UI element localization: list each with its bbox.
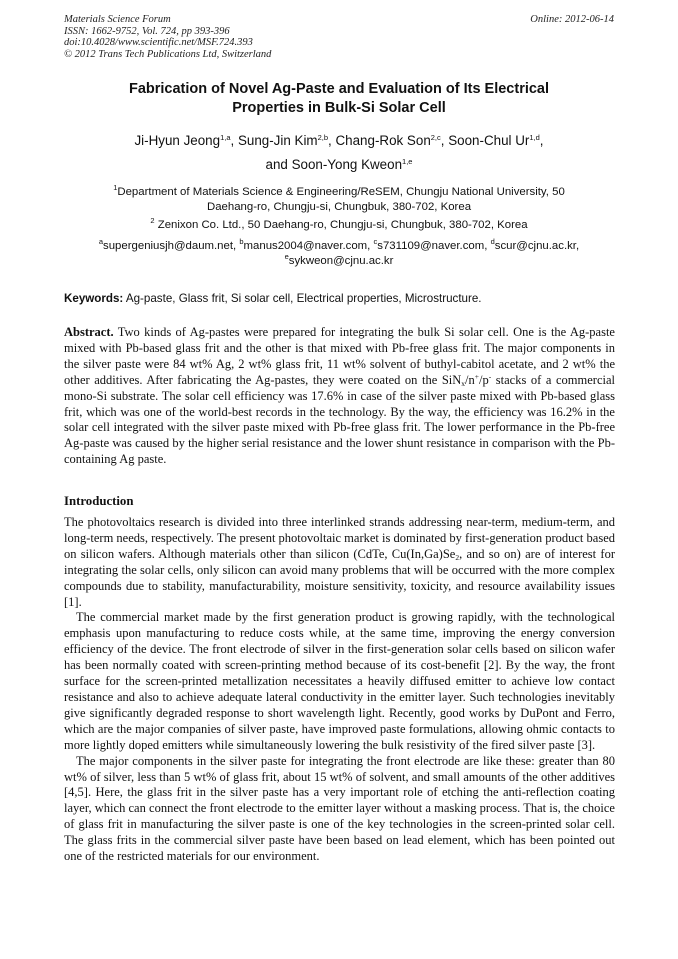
author-name: Chang-Rok Son	[335, 133, 431, 148]
title-line-2: Properties in Bulk-Si Solar Cell	[232, 100, 446, 116]
author-name: Sung-Jin Kim	[237, 133, 318, 148]
abstract	[64, 325, 615, 468]
paragraph	[64, 515, 615, 610]
author-separator: ,	[539, 133, 544, 148]
abstract-superscript: +	[474, 371, 479, 381]
email-mark: e	[284, 252, 289, 261]
abstract-subscript: x	[461, 378, 466, 388]
email-address[interactable]: sykweon@cjnu.ac.kr	[288, 255, 394, 267]
author-affiliation-mark: 1,e	[402, 157, 413, 166]
doi-line[interactable]: doi:10.4028/www.scientific.net/MSF.724.393	[64, 37, 253, 48]
affiliation-2	[64, 218, 614, 233]
affiliation-text: Department of Materials Science & Engineering/ReSEM, Chungju National University, 50	[117, 186, 565, 198]
abstract-text: Two kinds of Ag-pastes were prepared for integrating the bulk Si solar cell. One is the Ag-paste mixed with Pb-based glass frit and the other is that mixed with Pb-free glass frit. The major components in the silver paste were 84 wt% Ag, 2 wt% glass frit, 11 wt% solvent of buthyl-cabitol acetate, and 2 wt% the other additives. After fabricating the Ag-pastes, they were coated on the SiN	[64, 325, 615, 387]
author-conjunction: and	[265, 157, 292, 172]
email-mark: d	[490, 237, 495, 246]
author-separator: ,	[230, 133, 238, 148]
paragraph-text: , and so on) are of interest for integrating the solar cells, only silicon can avoid many problems that will be occurred with the more complex compounds due to stability, manufacturability, moisture sensitivity, toxicity, and resource availability issues [1].	[64, 546, 615, 609]
author-line-2	[64, 153, 614, 177]
email-address[interactable]: scur@cjnu.ac.kr	[494, 240, 576, 252]
email-list: $^a$supergeniusjh@daum.net, $^b$manus2004@naver.com, $^c$s731109@naver.com, $^d$scur@cjnu.ac.kr, $^e$sykweon@cjnu.ac.kr	[98, 237, 580, 267]
author-name: Soon-Yong Kweon	[291, 157, 403, 172]
copyright-line: © 2012 Trans Tech Publications Ltd, Switzerland	[64, 48, 272, 60]
paragraph-subscript: 2	[455, 552, 460, 562]
abstract-label: Abstract.	[64, 325, 114, 339]
author-affiliation-mark: 2,c	[430, 133, 441, 142]
email-address[interactable]: s731109@naver.com	[377, 240, 485, 252]
author-line-1	[64, 129, 614, 153]
online-date: Online: 2012-06-14	[530, 14, 614, 25]
affiliation-number: 2	[150, 216, 155, 225]
author-affiliation-mark: 2,b	[317, 133, 329, 142]
email-mark: b	[239, 237, 244, 246]
paragraph: The major components in the silver paste for integrating the front electrode are like these: greater than 80 wt% of silver, less than 5 wt% of glass frit, about 15 wt% of solvent, and small amounts of the other additives [4,5]. Here, the glass frit in the silver paste has a very important role of etching the anti-reflection coating layer, which can connect the front electrode to the emitter layer without a masking process. That is, the choice of glass frit in manufacturing the silver paste is one of the key technologies in the screen-printed solar cell. The glass frits in the commercial silver paste have been based on lead element, which has been pointed out one of the restricted materials for our environment.	[64, 753, 615, 864]
author-separator: ,	[328, 133, 336, 148]
affiliation-1	[64, 185, 614, 215]
keywords-label: Keywords:	[64, 292, 124, 305]
abstract-text: /p	[479, 372, 489, 387]
paper-title	[64, 80, 614, 118]
affiliation-text: Zenixon Co. Ltd., 50 Daehang-ro, Chungju-si, Chungbuk, 380-702, Korea	[154, 219, 528, 231]
affiliation-number: 1	[113, 183, 118, 192]
keywords-text: Ag-paste, Glass frit, Si solar cell, Electrical properties, Microstructure.	[123, 292, 482, 305]
journal-name: Materials Science Forum	[64, 14, 171, 25]
author-name: Soon-Chul Ur	[448, 133, 530, 148]
keywords	[64, 291, 616, 306]
email-mark: a	[98, 237, 104, 246]
author-name: Ji-Hyun Jeong	[134, 133, 221, 148]
paragraph: The commercial market made by the first generation product is growing rapidly, with the technological emphasis upon manufacturing to reduce costs while, at the same time, improving the energy conversion efficiency of the device. The front electrode of silver in the first-generation solar cells based on silicon wafer has been normally coated with screen-printing method because of its cost-benefit [2]. By the way, the front surface for the screen-printed metallization necessitates a heavily diffused emitter to achieve low contact resistance and also to achieve adequate lateral conductivity in the emitter layer. Such technologies inevitably give significantly degraded response to short wavelength light. Recently, good works by DuPont and Ferro, which are the major companies of silver paste, have improved paste formulations, allowing ohmic contacts to more lightly doped emitters while simultaneously lowering the bulk resistivity of the fired silver paste [3].	[64, 610, 615, 752]
paragraph-text: The photovoltaics research is divided into three interlinked strands addressing near-term, medium-term, and long-term needs, respectively. The present photovoltaic market is dominated by first-generation product based on silicon wafers. Although materials other than silicon (CdTe, Cu(In,Ga)Se	[64, 515, 615, 561]
issn-line: ISSN: 1662-9752, Vol. 724, pp 393-396	[64, 25, 230, 37]
email-mark: c	[373, 237, 378, 246]
author-separator: ,	[440, 133, 449, 148]
author-affiliation-mark: 1,d	[529, 133, 540, 142]
abstract-text: /n	[465, 372, 475, 387]
author-list	[64, 129, 614, 177]
abstract-superscript: -	[488, 371, 492, 381]
email-address[interactable]: supergeniusjh@daum.net	[103, 240, 234, 252]
introduction-body	[64, 515, 615, 865]
title-line-1: Fabrication of Novel Ag-Paste and Evaluation of Its Electrical	[128, 81, 550, 97]
email-address[interactable]: manus2004@naver.com	[243, 240, 368, 252]
affiliation-text: Daehang-ro, Chungju-si, Chungbuk, 380-702, Korea	[206, 201, 472, 213]
author-affiliation-mark: 1,a	[220, 133, 231, 142]
section-heading-introduction: Introduction	[64, 494, 134, 508]
abstract-text: stacks of a commercial mono-Si substrate. The solar cell efficiency was 17.6% in case of the silver paste mixed with Pb-based glass frit, which was one of the world-best records in the technology. By the way, the efficiency was 16.2% in the solar cell integrated with the silver paste mixed with Pb-free glass frit. The lower performance in the Pb-free Ag-paste was caused by the higher serial resistance and the lower shunt resistance in comparison with the Pb-containing Ag paste.	[64, 372, 615, 467]
journal-header	[64, 14, 271, 60]
